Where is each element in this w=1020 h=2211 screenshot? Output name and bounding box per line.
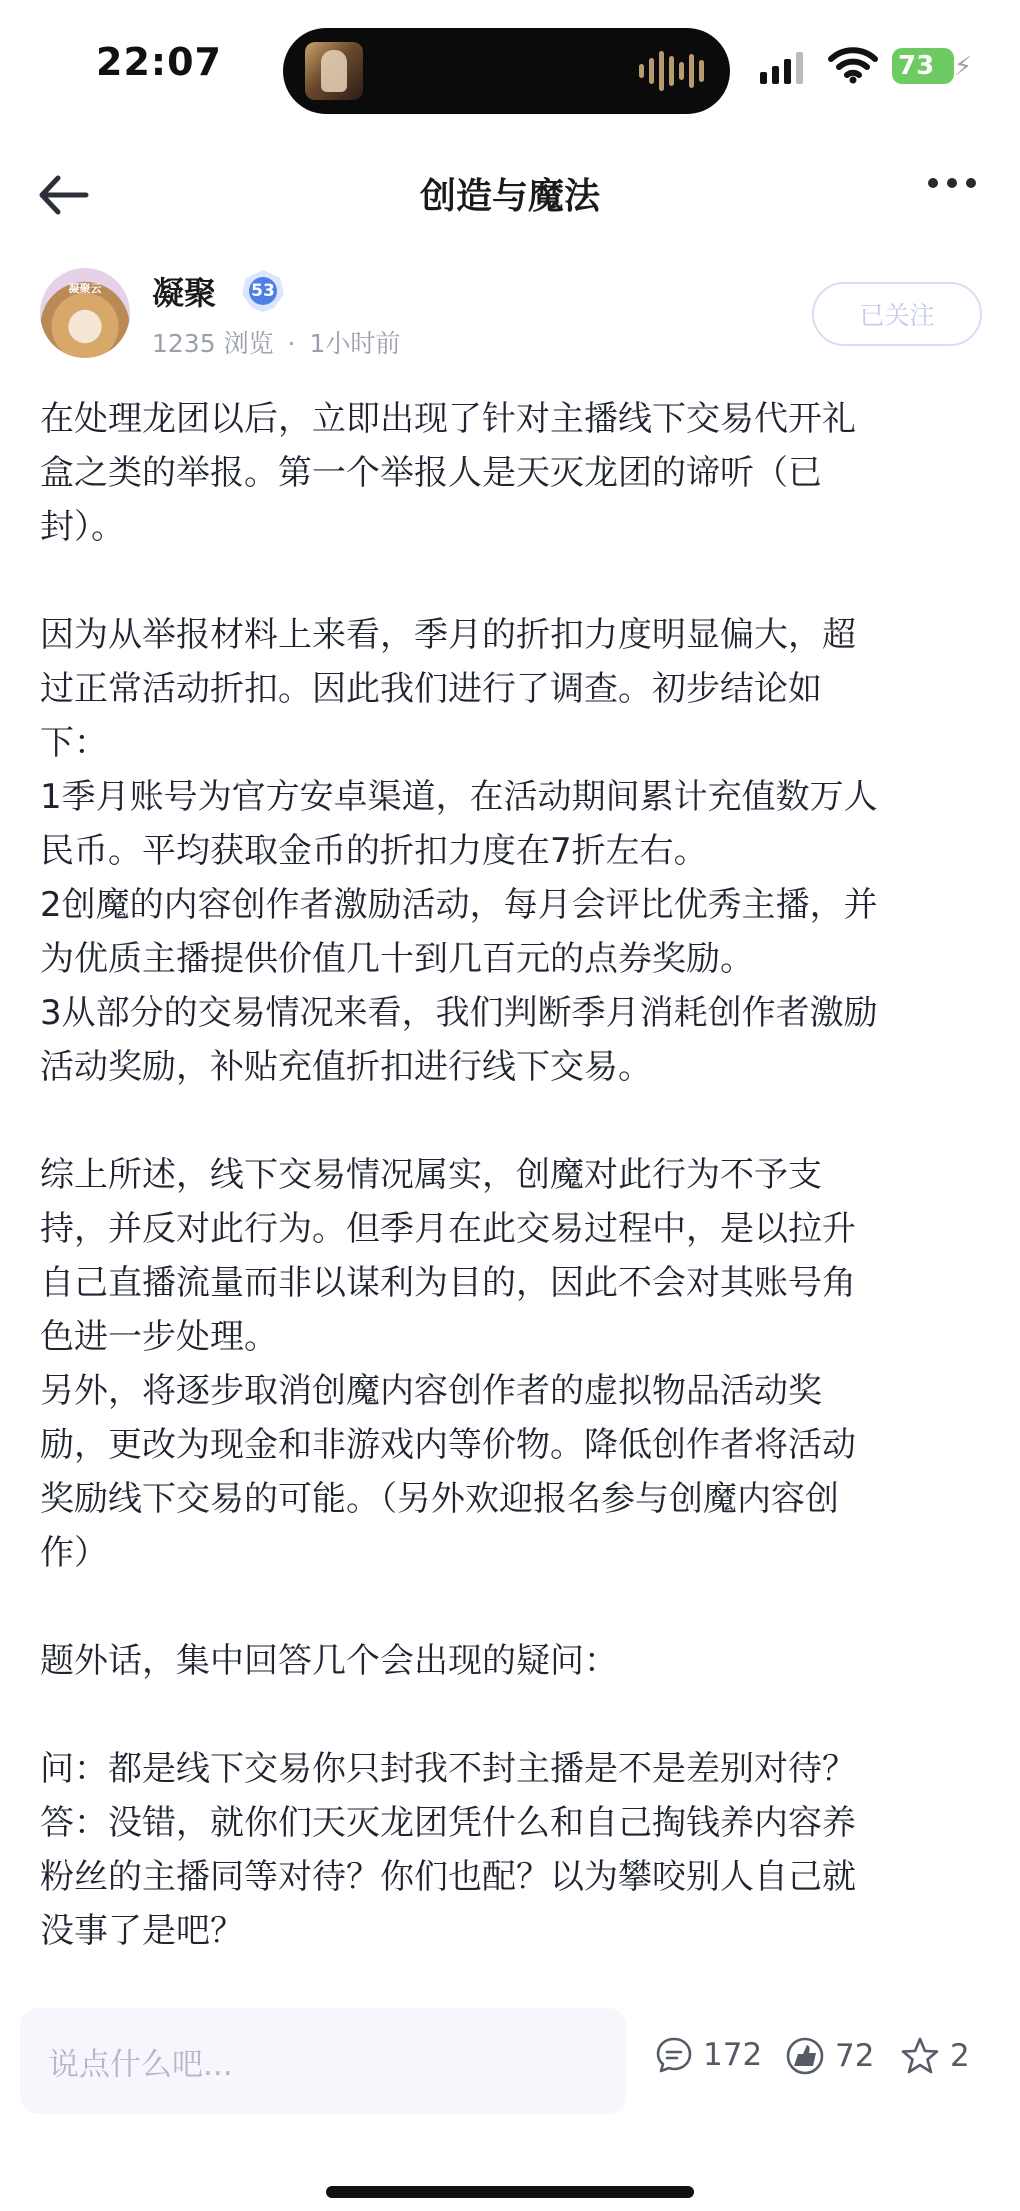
post-line: 另外，将逐步取消创魔内容创作者的虚拟物品活动奖 [40,1371,822,1411]
wifi-icon [828,46,878,84]
status-time: 22:07 [96,40,222,84]
battery-icon [892,48,954,84]
comment-input[interactable]: 说点什么吧... [20,2008,626,2114]
post-line: 没事了是吧？ [40,1911,244,1951]
post-time: 1小时前 [309,329,401,358]
like-icon [785,2036,825,2076]
post-line: 因为从举报材料上来看，季月的折扣力度明显偏大，超 [40,615,856,655]
post-line: 过正常活动折扣。因此我们进行了调查。初步结论如 [40,669,822,709]
post-line: 下： [40,723,108,763]
level-number: 53 [251,281,275,301]
cellular-signal-icon [760,50,803,84]
author-name[interactable]: 凝聚 [152,274,217,312]
post-line: 粉丝的主播同等对待？你们也配？以为攀咬别人自己就 [40,1857,856,1897]
post-line: 问：都是线下交易你只封我不封主播是不是差别对待？ [40,1749,856,1789]
view-count: 1235 浏览 [152,329,274,358]
page-title: 创造与魔法 [419,176,600,217]
post-line: 在处理龙团以后，立即出现了针对主播线下交易代开礼 [40,399,856,439]
level-badge [240,268,286,314]
favorite-button[interactable] [900,2036,970,2076]
post-line: 综上所述，线下交易情况属实，创魔对此行为不予支 [40,1155,822,1195]
comment-icon [655,2036,693,2074]
post-line: 作） [40,1533,108,1573]
meta-separator: · [287,329,296,358]
favorites-count: 2 [950,2038,970,2074]
post-line: 活动奖励，补贴充值折扣进行线下交易。 [40,1047,652,1087]
post-line: 为优质主播提供价值几十到几百元的点券奖励。 [40,939,754,979]
comments-count: 172 [703,2037,763,2073]
post-line: 盒之类的举报。第一个举报人是天灭龙团的谛听（已 [40,453,822,493]
post-line: 题外话，集中回答几个会出现的疑问： [40,1641,618,1681]
paragraph-spacer [40,1580,990,1634]
star-icon [900,2036,940,2076]
charging-bolt-icon: ⚡ [954,52,973,82]
post-line: 奖励线下交易的可能。（另外欢迎报名参与创魔内容创 [40,1479,839,1519]
paragraph-spacer [40,1094,990,1148]
post-line: 封）。 [40,507,125,547]
post-line: 2创魔的内容创作者激励活动，每月会评比优秀主播，并 [40,885,878,925]
avatar-label: 凝聚云 [68,282,102,295]
paragraph-spacer [40,554,990,608]
now-playing-thumbnail [305,42,363,100]
post-line: 自己直播流量而非以谋利为目的，因此不会对其账号角 [40,1263,856,1303]
post-line: 1季月账号为官方安卓渠道，在活动期间累计充值数万人 [40,777,878,817]
audio-waveform-icon [639,50,704,92]
home-indicator[interactable] [326,2186,694,2198]
dynamic-island [283,28,730,114]
post-meta [152,324,400,360]
post-content [40,392,990,1958]
post-line: 答：没错，就你们天灭龙团凭什么和自己掏钱养内容养 [40,1803,856,1843]
post-line: 民币。平均获取金币的折扣力度在7折左右。 [40,831,708,871]
post-line: 色进一步处理。 [40,1317,278,1357]
likes-count: 72 [835,2038,875,2074]
like-button[interactable] [785,2036,874,2076]
battery-level: 73 [898,51,935,81]
avatar[interactable] [40,268,130,358]
paragraph-spacer [40,1688,990,1742]
post-line: 持，并反对此行为。但季月在此交易过程中，是以拉升 [40,1209,856,1249]
follow-button[interactable]: 已关注 [812,282,982,346]
comments-button[interactable] [655,2036,762,2074]
more-options-icon[interactable] [928,178,976,188]
post-line: 励，更改为现金和非游戏内等价物。降低创作者将活动 [40,1425,856,1465]
post-line: 3从部分的交易情况来看，我们判断季月消耗创作者激励 [40,993,878,1033]
